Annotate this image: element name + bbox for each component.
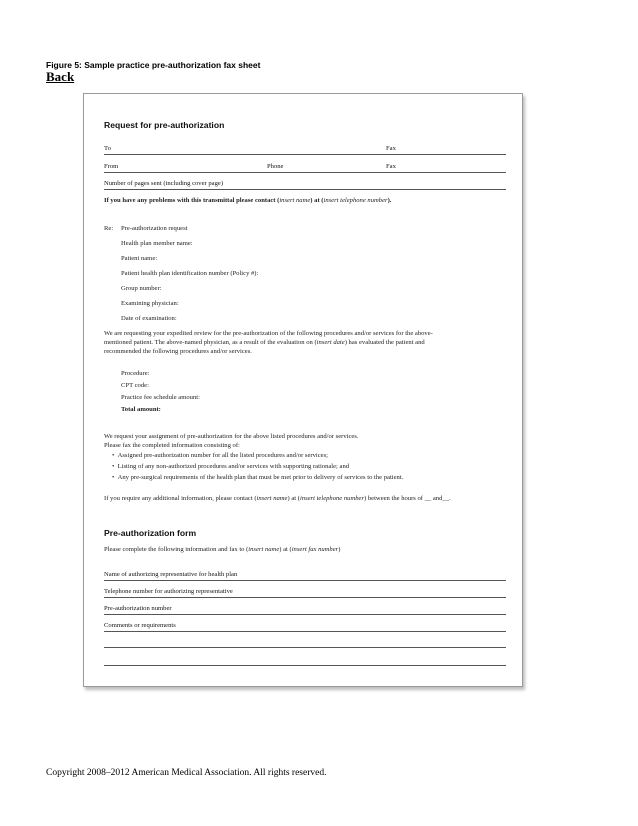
total-amount: Total amount: xyxy=(121,406,161,413)
from-label: From xyxy=(104,162,119,170)
proc-item: Procedure: xyxy=(121,370,150,377)
re-item: Patient name: xyxy=(121,255,158,262)
para1-line: recommended the following procedures and/or services. xyxy=(104,348,252,355)
comment-line xyxy=(104,647,506,648)
to-fax-row xyxy=(104,144,506,155)
para1-line: We are requesting your expedited review for the pre-authorization of the following procedures and/or services for the above- xyxy=(104,330,433,337)
back-link[interactable]: Back xyxy=(46,69,75,84)
re-item: Pre-authorization request xyxy=(121,225,188,232)
fax-label: Fax xyxy=(386,144,396,152)
additional-info-line: If you require any additional information, please contact (insert name) at (insert telephone number) between the hours of __ and__. xyxy=(104,495,451,502)
proc-item: Practice fee schedule amount: xyxy=(121,394,200,401)
comment-line xyxy=(104,665,506,666)
bullet-item: • Listing of any non-authorized procedures and/or services with supporting rationale; and xyxy=(112,463,350,470)
from-phone-fax-row xyxy=(104,162,506,173)
re-item: Health plan member name: xyxy=(121,240,193,247)
re-item: Patient health plan identification number (Policy #): xyxy=(121,270,259,277)
form-field: Name of authorizing representative for health plan xyxy=(104,570,506,581)
fax-sheet-image xyxy=(83,93,523,687)
bullet-item: • Any pre-surgical requirements of the health plan that must be met prior to delivery of services to the patient. xyxy=(112,474,404,481)
form-field: Pre-authorization number xyxy=(104,604,506,615)
re-item: Date of examination: xyxy=(121,315,177,322)
form-field: Telephone number for authorizing representative xyxy=(104,587,506,598)
figure-caption: Figure 5: Sample practice pre-authorization fax sheet xyxy=(46,60,261,70)
pages-row xyxy=(104,179,506,190)
phone-label: Phone xyxy=(267,162,284,170)
para1-line: mentioned patient. The above-named physician, as a result of the evaluation on (insert date) has evaluated the patient and xyxy=(104,339,425,346)
fax2-label: Fax xyxy=(386,162,396,170)
sheet-title: Request for pre-authorization xyxy=(104,120,225,130)
re-item: Examining physician: xyxy=(121,300,179,307)
problems-line: If you have any problems with this transmittal please contact (insert name) at (insert telephone number). xyxy=(104,197,392,204)
bullet-item: • Assigned pre-authorization number for all the listed procedures and/or services; xyxy=(112,452,328,459)
copyright-notice: Copyright 2008–2012 American Medical Association. All rights reserved. xyxy=(46,768,327,778)
re-label: Re: xyxy=(104,225,114,232)
form-intro: Please complete the following information and fax to (insert name) at (insert fax number) xyxy=(104,546,341,553)
form-field: Comments or requirements xyxy=(104,621,506,632)
re-item: Group number: xyxy=(121,285,162,292)
para2-line: Please fax the completed information consisting of: xyxy=(104,442,240,449)
form-title: Pre-authorization form xyxy=(104,528,197,538)
para2-line: We request your assignment of pre-authorization for the above listed procedures and/or services. xyxy=(104,433,359,440)
to-label: To xyxy=(104,144,111,152)
pages-label: Number of pages sent (including cover page) xyxy=(104,179,224,187)
proc-item: CPT code: xyxy=(121,382,149,389)
